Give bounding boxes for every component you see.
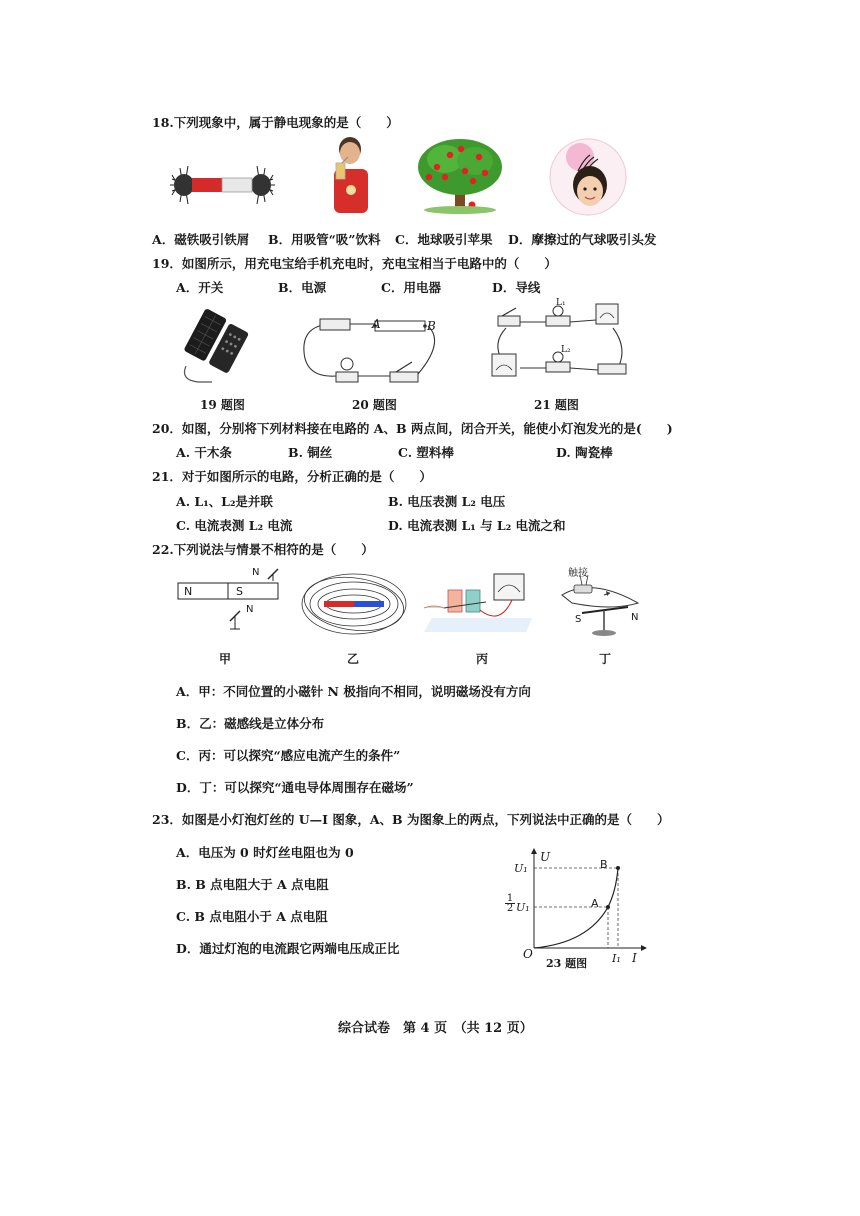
q22-option-a: A．甲：不同位置的小磁针 N 极指向不相同，说明磁场没有方向: [176, 684, 531, 699]
q18-option-c: C．地球吸引苹果: [395, 232, 493, 247]
oersted-s-label: S: [575, 614, 582, 625]
bar-magnet-compass-figure: [178, 565, 288, 637]
q21-option-c: C. 电流表测 L₂ 电流: [176, 518, 293, 533]
induction-experiment-figure: [420, 568, 532, 640]
boy-drinking-straw-illustration: [322, 135, 377, 215]
q23-stem: 23．如图是小灯泡灯丝的 U—I 图象，A、B 为图象上的两点，下列说法中正确的是（ ）: [152, 812, 670, 827]
q20-option-d: D. 陶瓷棒: [556, 445, 613, 460]
point-b-label: B: [600, 858, 608, 871]
touch-label: 触接: [568, 568, 588, 579]
tick-half-numerator: 1: [506, 893, 514, 904]
tick-half-u1: U₁: [516, 901, 530, 914]
caption-19: 19 题图: [200, 398, 245, 412]
q18-option-a: A．磁铁吸引铁屑: [152, 232, 250, 247]
q21-option-b: B. 电压表测 L₂ 电压: [388, 494, 506, 509]
compass-n-bottom: N: [246, 604, 254, 615]
tick-u1: U₁: [514, 862, 528, 875]
caption-yi: 乙: [347, 652, 360, 666]
q23-option-d: D．通过灯泡的电流跟它两端电压成正比: [176, 941, 400, 956]
q23-option-b: B. B 点电阻大于 A 点电阻: [176, 877, 329, 892]
apple-tree-illustration: [415, 137, 505, 215]
origin-label: O: [523, 947, 533, 961]
oersted-n-label: N: [631, 612, 639, 623]
axis-u-label: U: [540, 850, 551, 864]
caption-23: 23 题图: [546, 957, 588, 970]
q19-option-c: C．用电器: [381, 280, 441, 295]
q23-option-a: A．电压为 0 时灯丝电阻也为 0: [176, 845, 354, 860]
q18-stem: 18.下列现象中，属于静电现象的是（ ）: [152, 115, 399, 130]
magnet-n-label: N: [184, 585, 193, 598]
q21-option-a: A. L₁、L₂是并联: [176, 494, 273, 509]
caption-bing: 丙: [476, 652, 489, 666]
caption-ding: 丁: [599, 652, 612, 666]
tick-half-denominator: 2: [506, 903, 514, 914]
girl-balloon-hair-illustration: [548, 137, 628, 217]
caption-20: 20 题图: [352, 398, 397, 412]
magnet-iron-filings-illustration: [170, 160, 275, 210]
label-b: B: [427, 319, 436, 333]
q22-option-d: D．丁：可以探究“通电导体周围存在磁场”: [176, 780, 414, 795]
power-bank-phone-illustration: [178, 310, 260, 385]
q22-option-c: C．丙：可以探究“感应电流产生的条件”: [176, 748, 401, 763]
caption-21: 21 题图: [534, 398, 579, 412]
q19-stem: 19．如图所示，用充电宝给手机充电时，充电宝相当于电路中的（ ）: [152, 256, 557, 271]
caption-jia: 甲: [219, 652, 232, 666]
q21-stem: 21．对于如图所示的电路，分析正确的是（ ）: [152, 469, 432, 484]
q20-option-a: A. 干木条: [176, 445, 232, 460]
q23-option-c: C. B 点电阻小于 A 点电阻: [176, 909, 328, 924]
q19-option-d: D．导线: [492, 280, 541, 295]
label-a: A: [372, 317, 381, 331]
q20-option-c: C. 塑料棒: [398, 445, 454, 460]
tick-half: [505, 894, 515, 913]
q18-option-d: D．摩擦过的气球吸引头发: [508, 232, 657, 247]
q22-stem: 22.下列说法与情景不相符的是（ ）: [152, 542, 374, 557]
q20-stem: 20．如图，分别将下列材料接在电路的 A、B 两点间，闭合开关，能使小灯泡发光的是( ): [152, 421, 673, 436]
circuit-diagram-21: [488, 298, 638, 388]
q22-option-b: B．乙：磁感线是立体分布: [176, 716, 325, 731]
page-footer: 综合试卷 第 4 页 （共 12 页）: [338, 1021, 533, 1036]
magnet-s-label: S: [236, 585, 243, 598]
tick-i1: I₁: [612, 952, 621, 965]
oersted-experiment-figure: [552, 565, 647, 645]
q19-option-b: B．电源: [278, 280, 327, 295]
q19-option-a: A．开关: [176, 280, 224, 295]
q21-option-d: D. 电流表测 L₁ 与 L₂ 电流之和: [388, 518, 566, 533]
magnetic-field-lines-figure: [298, 570, 410, 640]
axis-i-label: I: [632, 951, 637, 965]
compass-n-top: N: [252, 567, 260, 578]
label-l1: L₁: [556, 298, 566, 308]
label-l2: L₂: [561, 345, 571, 355]
q18-option-b: B．用吸管“吸”饮料: [268, 232, 381, 247]
point-a-label: A: [591, 897, 599, 910]
q20-option-b: B. 铜丝: [288, 445, 333, 460]
